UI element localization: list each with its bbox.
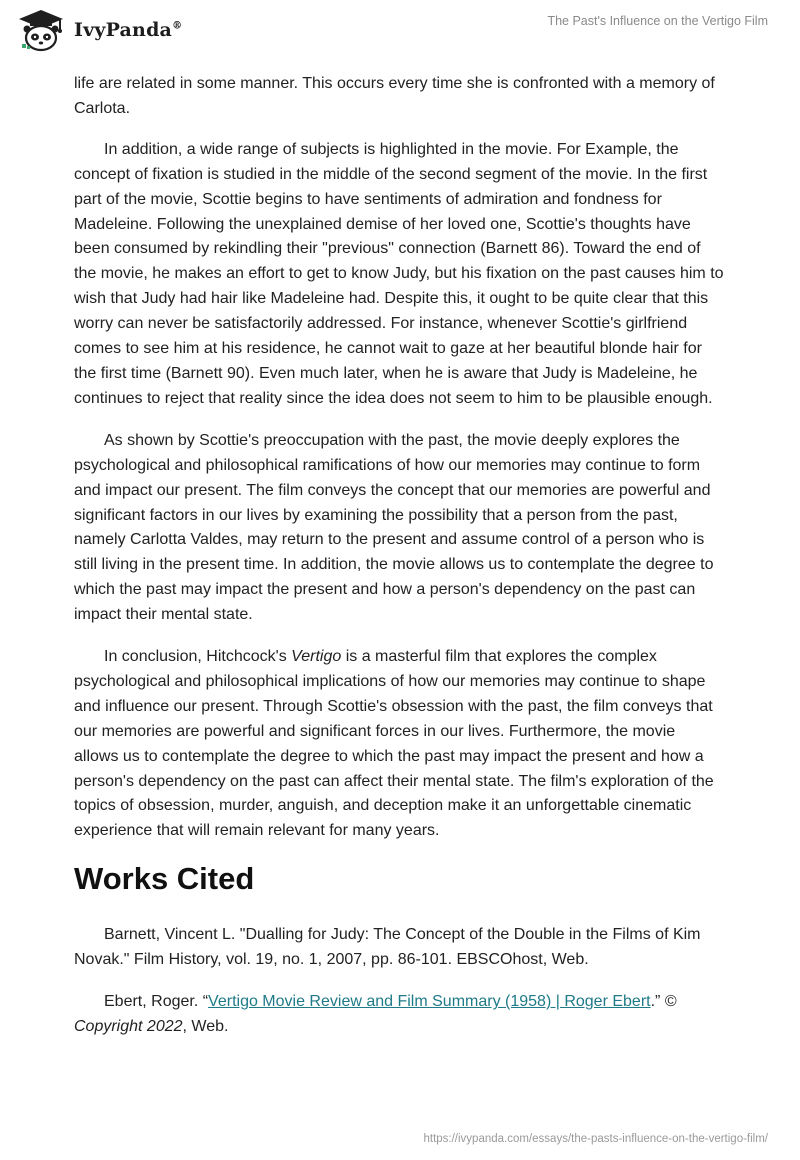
essay-content — [74, 72, 724, 1057]
works-cited-heading: Works Cited — [74, 861, 255, 897]
citation-barnett: Barnett, Vincent L. "Dualling for Judy: The Concept of the Double in the Films of Kim Novak." Film History, vol. 19, no. 1, 2007, pp. 86-101. EBSCOhost, Web. — [74, 926, 701, 969]
page-header — [0, 0, 800, 62]
paragraph-3: As shown by Scottie's preoccupation with the past, the movie deeply explores the psychological and philosophical ramifications of how our memories may continue to form and impact our present. The film conveys the concept that our memories are powerful and significant factors in our lives by examining the possibility that a person from the past, namely Carlotta Valdes, may return to the present and assume control of a person who is still living in the present time. In addition, the movie allows us to contemplate the degree to which the past may impact the present and how a person's dependency on the past can impact their mental state. — [74, 431, 714, 624]
paragraph-4: In conclusion, Hitchcock's Vertigo is a masterful film that explores the complex psychological and philosophical implications of how our memories may continue to shape and influence our present. Through Scottie's obsession with the past, the film conveys that our memories are powerful and significant forces in our lives. Furthermore, the movie allows us to contemplate the degree to which the past may impact the present and how a person's dependency on the past can affect their mental state. The film's exploration of the topics of obsession, murder, anguish, and deception make it an unforgettable cinematic experience that will remain relevant for many years. — [74, 648, 714, 840]
ebert-review-link[interactable]: Vertigo Movie Review and Film Summary (1958) | Roger Ebert — [208, 993, 651, 1011]
film-title-italic: Vertigo — [291, 648, 342, 666]
brand-name: IvyPanda® — [74, 19, 183, 41]
panda-graduate-icon — [16, 8, 66, 52]
paragraph-1: life are related in some manner. This occurs every time she is confronted with a memory of Carlota. — [74, 75, 715, 117]
citation-ebert: Ebert, Roger. “Vertigo Movie Review and Film Summary (1958) | Roger Ebert.” © Copyright 2022, Web. — [74, 993, 677, 1035]
document-title: The Past's Influence on the Vertigo Film — [547, 14, 768, 28]
ivypanda-logo[interactable] — [16, 8, 182, 52]
paragraph-2: In addition, a wide range of subjects is highlighted in the movie. For Example, the concept of fixation is studied in the middle of the second segment of the movie. In the first part of the movie, Scottie begins to have sentiments of admiration and fondness for Madeleine. Following the unexplained demise of her loved one, Scottie's thoughts have been consumed by rekindling their "previous" connection (Barnett 86). Toward the end of the movie, he makes an effort to get to know Judy, but his fixation on the past causes him to wish that Judy had hair like Madeleine had. Despite this, it ought to be quite clear that this worry can never be satisfactorily addressed. For instance, whenever Scottie's girlfriend comes to see him at his residence, he cannot wait to gaze at her beautiful blonde hair for the first time (Barnett 90). Even much later, when he is aware that Judy is Madeleine, he continues to reject that reality since the idea does not seem to him to be plausible enough. — [74, 140, 724, 407]
footer-url[interactable]: https://ivypanda.com/essays/the-pasts-influence-on-the-vertigo-film/ — [423, 1133, 768, 1145]
